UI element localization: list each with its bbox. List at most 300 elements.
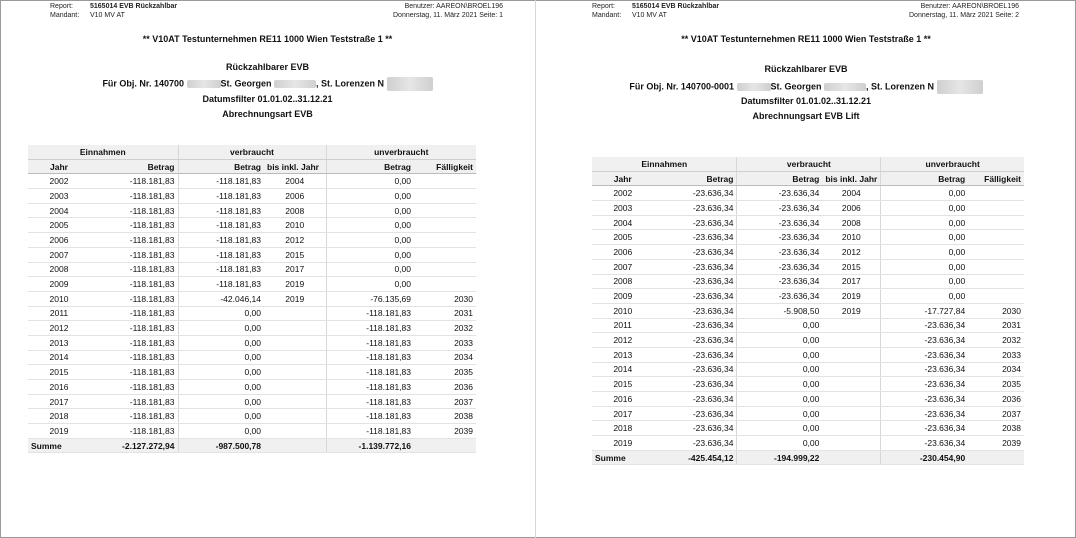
column-header-row bbox=[28, 159, 476, 174]
cell-betrag-unverbraucht: 0,00 bbox=[881, 274, 968, 289]
cell-betrag-verbraucht: 0,00 bbox=[737, 421, 822, 436]
cell-betrag-einnahmen: -118.181,83 bbox=[90, 203, 178, 218]
cell-betrag-unverbraucht: -23.636,34 bbox=[881, 333, 968, 348]
table-row bbox=[28, 218, 476, 233]
group-verbraucht: verbraucht bbox=[178, 145, 326, 159]
cell-jahr: 2013 bbox=[28, 335, 90, 350]
cell-faelligkeit: 2034 bbox=[414, 350, 476, 365]
cell-betrag-unverbraucht: -23.636,34 bbox=[881, 347, 968, 362]
cell-bis-inkl-jahr bbox=[822, 362, 880, 377]
sum-label: Summe bbox=[28, 438, 90, 453]
cell-faelligkeit: 2035 bbox=[968, 377, 1024, 392]
cell-betrag-unverbraucht: -23.636,34 bbox=[881, 377, 968, 392]
cell-faelligkeit: 2039 bbox=[968, 436, 1024, 451]
cell-jahr: 2013 bbox=[592, 347, 654, 362]
cell-betrag-verbraucht: -23.636,34 bbox=[737, 186, 822, 201]
cell-betrag-einnahmen: -118.181,83 bbox=[90, 409, 178, 424]
cell-jahr: 2012 bbox=[28, 321, 90, 336]
cell-betrag-einnahmen: -23.636,34 bbox=[654, 289, 737, 304]
object-suffix: , St. Lorenzen N bbox=[866, 81, 935, 92]
date-filter: Datumsfilter 01.01.02..31.12.21 bbox=[202, 94, 333, 104]
cell-betrag-einnahmen: -118.181,83 bbox=[90, 321, 178, 336]
table-row bbox=[592, 230, 1024, 245]
billing-type: Abrechnungsart EVB Lift bbox=[752, 111, 860, 121]
sum-unverbraucht: -230.454,90 bbox=[881, 450, 968, 465]
cell-bis-inkl-jahr bbox=[822, 392, 880, 407]
cell-bis-inkl-jahr bbox=[264, 365, 326, 380]
cell-faelligkeit bbox=[968, 230, 1024, 245]
report-page-1 bbox=[0, 0, 535, 536]
cell-betrag-einnahmen: -23.636,34 bbox=[654, 406, 737, 421]
cell-betrag-einnahmen: -23.636,34 bbox=[654, 230, 737, 245]
sum-bis bbox=[822, 450, 880, 465]
cell-betrag-unverbraucht: -23.636,34 bbox=[881, 406, 968, 421]
cell-bis-inkl-jahr: 2012 bbox=[264, 233, 326, 248]
cell-betrag-verbraucht: -42.046,14 bbox=[178, 291, 264, 306]
table-row bbox=[592, 377, 1024, 392]
cell-jahr: 2003 bbox=[28, 189, 90, 204]
cell-bis-inkl-jahr: 2008 bbox=[264, 203, 326, 218]
cell-bis-inkl-jahr: 2010 bbox=[822, 230, 880, 245]
cell-betrag-einnahmen: -23.636,34 bbox=[654, 318, 737, 333]
col-faelligkeit: Fälligkeit bbox=[968, 171, 1024, 186]
evb-lift-table bbox=[592, 157, 1024, 465]
cell-faelligkeit bbox=[968, 186, 1024, 201]
col-bis-inkl-jahr: bis inkl. Jahr bbox=[264, 159, 326, 174]
cell-faelligkeit: 2038 bbox=[968, 421, 1024, 436]
table-row bbox=[28, 424, 476, 439]
cell-betrag-unverbraucht: 0,00 bbox=[881, 215, 968, 230]
billing-type: Abrechnungsart EVB bbox=[222, 109, 313, 119]
cell-betrag-unverbraucht: -23.636,34 bbox=[881, 318, 968, 333]
cell-jahr: 2005 bbox=[28, 218, 90, 233]
cell-betrag-unverbraucht: -118.181,83 bbox=[326, 321, 414, 336]
cell-betrag-unverbraucht: 0,00 bbox=[881, 289, 968, 304]
cell-betrag-unverbraucht: 0,00 bbox=[326, 174, 414, 189]
cell-betrag-verbraucht: -23.636,34 bbox=[737, 230, 822, 245]
cell-faelligkeit: 2034 bbox=[968, 362, 1024, 377]
cell-jahr: 2014 bbox=[28, 350, 90, 365]
cell-betrag-verbraucht: -23.636,34 bbox=[737, 289, 822, 304]
table-row bbox=[592, 392, 1024, 407]
cell-faelligkeit: 2037 bbox=[968, 406, 1024, 421]
cell-jahr: 2004 bbox=[28, 203, 90, 218]
cell-betrag-unverbraucht: 0,00 bbox=[326, 277, 414, 292]
cell-bis-inkl-jahr bbox=[264, 306, 326, 321]
table-row bbox=[28, 189, 476, 204]
group-verbraucht: verbraucht bbox=[737, 157, 881, 171]
cell-faelligkeit bbox=[414, 174, 476, 189]
user-info: Benutzer: AAREON\BROEL196 bbox=[920, 3, 1019, 10]
cell-faelligkeit bbox=[414, 218, 476, 233]
table-row bbox=[28, 262, 476, 277]
cell-jahr: 2006 bbox=[28, 233, 90, 248]
cell-bis-inkl-jahr bbox=[822, 436, 880, 451]
cell-faelligkeit bbox=[414, 233, 476, 248]
table-row bbox=[592, 347, 1024, 362]
cell-betrag-einnahmen: -118.181,83 bbox=[90, 233, 178, 248]
table-row bbox=[592, 333, 1024, 348]
table-row bbox=[592, 303, 1024, 318]
page-header bbox=[537, 2, 1075, 22]
cell-bis-inkl-jahr: 2015 bbox=[822, 259, 880, 274]
cell-faelligkeit bbox=[414, 262, 476, 277]
cell-jahr: 2014 bbox=[592, 362, 654, 377]
table-row bbox=[28, 380, 476, 395]
cell-betrag-verbraucht: 0,00 bbox=[178, 380, 264, 395]
cell-bis-inkl-jahr bbox=[822, 333, 880, 348]
object-line bbox=[537, 80, 1075, 94]
sum-verbraucht: -194.999,22 bbox=[737, 450, 822, 465]
cell-faelligkeit: 2033 bbox=[414, 335, 476, 350]
cell-betrag-einnahmen: -23.636,34 bbox=[654, 245, 737, 260]
evb-table bbox=[28, 145, 476, 453]
cell-jahr: 2018 bbox=[28, 409, 90, 424]
cell-faelligkeit: 2031 bbox=[968, 318, 1024, 333]
report-label: Report: bbox=[50, 3, 73, 10]
sum-unverbraucht: -1.139.772,16 bbox=[326, 438, 414, 453]
redacted-block bbox=[737, 83, 771, 91]
cell-faelligkeit: 2033 bbox=[968, 347, 1024, 362]
cell-jahr: 2003 bbox=[592, 201, 654, 216]
redacted-block bbox=[187, 80, 221, 88]
cell-faelligkeit bbox=[968, 259, 1024, 274]
cell-betrag-verbraucht: 0,00 bbox=[178, 409, 264, 424]
redacted-block bbox=[937, 80, 983, 94]
date-page-info: Donnerstag, 11. März 2021 Seite: 2 bbox=[909, 12, 1019, 19]
cell-betrag-unverbraucht: -118.181,83 bbox=[326, 424, 414, 439]
table-row bbox=[28, 203, 476, 218]
cell-betrag-einnahmen: -23.636,34 bbox=[654, 215, 737, 230]
redacted-block bbox=[274, 80, 316, 88]
cell-betrag-unverbraucht: -118.181,83 bbox=[326, 335, 414, 350]
cell-bis-inkl-jahr: 2006 bbox=[264, 189, 326, 204]
cell-betrag-verbraucht: -23.636,34 bbox=[737, 259, 822, 274]
table-body bbox=[592, 186, 1024, 450]
table-row bbox=[592, 201, 1024, 216]
cell-betrag-einnahmen: -23.636,34 bbox=[654, 186, 737, 201]
table-row bbox=[28, 306, 476, 321]
cell-jahr: 2002 bbox=[28, 174, 90, 189]
table-row bbox=[28, 365, 476, 380]
cell-betrag-unverbraucht: -118.181,83 bbox=[326, 409, 414, 424]
cell-betrag-verbraucht: -23.636,34 bbox=[737, 215, 822, 230]
cell-betrag-unverbraucht: -23.636,34 bbox=[881, 436, 968, 451]
user-info: Benutzer: AAREON\BROEL196 bbox=[404, 3, 503, 10]
cell-betrag-unverbraucht: 0,00 bbox=[326, 262, 414, 277]
cell-faelligkeit: 2035 bbox=[414, 365, 476, 380]
object-mid: St. Georgen bbox=[770, 81, 822, 92]
report-title: Rückzahlbarer EVB bbox=[764, 64, 848, 74]
cell-betrag-einnahmen: -23.636,34 bbox=[654, 421, 737, 436]
col-betrag-verbraucht: Betrag bbox=[178, 159, 264, 174]
cell-bis-inkl-jahr: 2019 bbox=[264, 291, 326, 306]
cell-betrag-einnahmen: -118.181,83 bbox=[90, 424, 178, 439]
cell-betrag-einnahmen: -23.636,34 bbox=[654, 303, 737, 318]
cell-bis-inkl-jahr: 2019 bbox=[822, 289, 880, 304]
object-prefix: Für Obj. Nr. 140700 bbox=[102, 78, 184, 89]
col-betrag-verbraucht: Betrag bbox=[737, 171, 822, 186]
table-row bbox=[592, 289, 1024, 304]
col-jahr: Jahr bbox=[28, 159, 90, 174]
cell-betrag-verbraucht: -23.636,34 bbox=[737, 201, 822, 216]
group-einnahmen: Einnahmen bbox=[592, 157, 737, 171]
table-row bbox=[28, 174, 476, 189]
cell-betrag-einnahmen: -118.181,83 bbox=[90, 174, 178, 189]
cell-betrag-einnahmen: -23.636,34 bbox=[654, 377, 737, 392]
cell-betrag-unverbraucht: -17.727,84 bbox=[881, 303, 968, 318]
cell-bis-inkl-jahr bbox=[264, 380, 326, 395]
cell-jahr: 2006 bbox=[592, 245, 654, 260]
company-line: ** V10AT Testunternehmen RE11 1000 Wien Teststraße 1 ** bbox=[681, 34, 931, 44]
table-row bbox=[592, 318, 1024, 333]
cell-faelligkeit bbox=[414, 203, 476, 218]
sum-bis bbox=[264, 438, 326, 453]
sum-einnahmen: -425.454,12 bbox=[654, 450, 737, 465]
object-line bbox=[0, 77, 535, 91]
cell-jahr: 2007 bbox=[28, 247, 90, 262]
cell-betrag-einnahmen: -118.181,83 bbox=[90, 380, 178, 395]
cell-bis-inkl-jahr: 2004 bbox=[822, 186, 880, 201]
cell-jahr: 2016 bbox=[28, 380, 90, 395]
table-row bbox=[592, 259, 1024, 274]
cell-faelligkeit bbox=[968, 201, 1024, 216]
cell-betrag-einnahmen: -118.181,83 bbox=[90, 189, 178, 204]
table-row bbox=[28, 394, 476, 409]
cell-betrag-einnahmen: -118.181,83 bbox=[90, 394, 178, 409]
cell-jahr: 2004 bbox=[592, 215, 654, 230]
mandant-value: V10 MV AT bbox=[90, 12, 125, 19]
cell-betrag-unverbraucht: 0,00 bbox=[881, 201, 968, 216]
cell-jahr: 2017 bbox=[592, 406, 654, 421]
sum-row bbox=[592, 450, 1024, 465]
group-einnahmen: Einnahmen bbox=[28, 145, 178, 159]
cell-betrag-verbraucht: 0,00 bbox=[737, 392, 822, 407]
sum-row bbox=[28, 438, 476, 453]
cell-bis-inkl-jahr: 2010 bbox=[264, 218, 326, 233]
group-unverbraucht: unverbraucht bbox=[326, 145, 476, 159]
cell-betrag-verbraucht: -118.181,83 bbox=[178, 203, 264, 218]
cell-betrag-verbraucht: 0,00 bbox=[737, 377, 822, 392]
cell-betrag-einnahmen: -118.181,83 bbox=[90, 350, 178, 365]
report-value: 5165014 EVB Rückzahlbar bbox=[632, 3, 720, 10]
cell-betrag-verbraucht: -118.181,83 bbox=[178, 218, 264, 233]
cell-betrag-unverbraucht: 0,00 bbox=[326, 247, 414, 262]
col-faelligkeit: Fälligkeit bbox=[414, 159, 476, 174]
cell-faelligkeit bbox=[414, 277, 476, 292]
cell-jahr: 2009 bbox=[28, 277, 90, 292]
cell-betrag-verbraucht: 0,00 bbox=[178, 335, 264, 350]
cell-betrag-einnahmen: -23.636,34 bbox=[654, 259, 737, 274]
cell-bis-inkl-jahr bbox=[822, 347, 880, 362]
table-row bbox=[28, 277, 476, 292]
cell-betrag-verbraucht: 0,00 bbox=[737, 333, 822, 348]
cell-jahr: 2008 bbox=[28, 262, 90, 277]
cell-bis-inkl-jahr bbox=[264, 394, 326, 409]
cell-jahr: 2016 bbox=[592, 392, 654, 407]
cell-betrag-verbraucht: -5.908,50 bbox=[737, 303, 822, 318]
cell-betrag-unverbraucht: -118.181,83 bbox=[326, 394, 414, 409]
cell-betrag-einnahmen: -118.181,83 bbox=[90, 365, 178, 380]
col-betrag-unverbraucht: Betrag bbox=[881, 171, 968, 186]
redacted-block bbox=[824, 83, 866, 91]
cell-faelligkeit: 2032 bbox=[414, 321, 476, 336]
cell-betrag-verbraucht: 0,00 bbox=[178, 350, 264, 365]
cell-betrag-verbraucht: -23.636,34 bbox=[737, 274, 822, 289]
cell-jahr: 2019 bbox=[28, 424, 90, 439]
cell-bis-inkl-jahr bbox=[264, 321, 326, 336]
col-betrag-einnahmen: Betrag bbox=[90, 159, 178, 174]
cell-betrag-verbraucht: 0,00 bbox=[178, 365, 264, 380]
table-row bbox=[28, 350, 476, 365]
cell-faelligkeit bbox=[968, 245, 1024, 260]
cell-betrag-einnahmen: -118.181,83 bbox=[90, 306, 178, 321]
col-betrag-einnahmen: Betrag bbox=[654, 171, 737, 186]
cell-bis-inkl-jahr bbox=[822, 377, 880, 392]
cell-betrag-einnahmen: -118.181,83 bbox=[90, 247, 178, 262]
cell-bis-inkl-jahr: 2015 bbox=[264, 247, 326, 262]
cell-betrag-unverbraucht: -118.181,83 bbox=[326, 365, 414, 380]
cell-betrag-einnahmen: -23.636,34 bbox=[654, 347, 737, 362]
mandant-label: Mandant: bbox=[50, 12, 80, 19]
cell-betrag-unverbraucht: -23.636,34 bbox=[881, 421, 968, 436]
cell-betrag-unverbraucht: -118.181,83 bbox=[326, 306, 414, 321]
table-row bbox=[28, 247, 476, 262]
cell-faelligkeit: 2037 bbox=[414, 394, 476, 409]
cell-betrag-einnahmen: -23.636,34 bbox=[654, 333, 737, 348]
table-row bbox=[592, 274, 1024, 289]
cell-jahr: 2007 bbox=[592, 259, 654, 274]
cell-betrag-verbraucht: -118.181,83 bbox=[178, 189, 264, 204]
report-label: Report: bbox=[592, 3, 615, 10]
sum-faellig bbox=[968, 450, 1024, 465]
cell-betrag-unverbraucht: -76.135,69 bbox=[326, 291, 414, 306]
report-title: Rückzahlbarer EVB bbox=[225, 62, 310, 72]
mandant-value: V10 MV AT bbox=[632, 12, 667, 19]
sum-einnahmen: -2.127.272,94 bbox=[90, 438, 178, 453]
column-header-row bbox=[592, 171, 1024, 186]
table-row bbox=[28, 335, 476, 350]
cell-faelligkeit bbox=[414, 247, 476, 262]
cell-faelligkeit bbox=[968, 274, 1024, 289]
cell-betrag-unverbraucht: 0,00 bbox=[326, 189, 414, 204]
cell-bis-inkl-jahr: 2004 bbox=[264, 174, 326, 189]
redacted-block bbox=[387, 77, 433, 91]
cell-betrag-verbraucht: -118.181,83 bbox=[178, 233, 264, 248]
cell-betrag-unverbraucht: 0,00 bbox=[881, 245, 968, 260]
cell-jahr: 2015 bbox=[592, 377, 654, 392]
col-bis-inkl-jahr: bis inkl. Jahr bbox=[822, 171, 880, 186]
cell-betrag-verbraucht: -118.181,83 bbox=[178, 247, 264, 262]
cell-bis-inkl-jahr bbox=[264, 424, 326, 439]
cell-faelligkeit: 2032 bbox=[968, 333, 1024, 348]
cell-betrag-verbraucht: 0,00 bbox=[737, 406, 822, 421]
cell-bis-inkl-jahr bbox=[264, 335, 326, 350]
cell-betrag-einnahmen: -118.181,83 bbox=[90, 262, 178, 277]
cell-betrag-unverbraucht: 0,00 bbox=[326, 218, 414, 233]
cell-faelligkeit: 2036 bbox=[968, 392, 1024, 407]
object-suffix: , St. Lorenzen N bbox=[316, 78, 385, 89]
cell-jahr: 2010 bbox=[28, 291, 90, 306]
table-row bbox=[592, 362, 1024, 377]
cell-betrag-einnahmen: -23.636,34 bbox=[654, 436, 737, 451]
table-body bbox=[28, 174, 476, 438]
cell-jahr: 2012 bbox=[592, 333, 654, 348]
table-row bbox=[592, 245, 1024, 260]
cell-faelligkeit bbox=[968, 215, 1024, 230]
cell-betrag-unverbraucht: 0,00 bbox=[881, 259, 968, 274]
page-header bbox=[0, 2, 535, 22]
date-page-info: Donnerstag, 11. März 2021 Seite: 1 bbox=[393, 12, 503, 19]
report-value: 5165014 EVB Rückzahlbar bbox=[90, 3, 178, 10]
cell-betrag-verbraucht: 0,00 bbox=[178, 424, 264, 439]
cell-betrag-einnahmen: -118.181,83 bbox=[90, 291, 178, 306]
col-betrag-unverbraucht: Betrag bbox=[326, 159, 414, 174]
table-row bbox=[28, 291, 476, 306]
table-row bbox=[592, 436, 1024, 451]
table-row bbox=[28, 409, 476, 424]
group-header-row bbox=[592, 157, 1024, 171]
cell-jahr: 2017 bbox=[28, 394, 90, 409]
cell-betrag-unverbraucht: 0,00 bbox=[881, 230, 968, 245]
cell-betrag-einnahmen: -118.181,83 bbox=[90, 218, 178, 233]
cell-betrag-verbraucht: -23.636,34 bbox=[737, 245, 822, 260]
cell-bis-inkl-jahr: 2019 bbox=[822, 303, 880, 318]
company-line: ** V10AT Testunternehmen RE11 1000 Wien Teststraße 1 ** bbox=[142, 34, 393, 44]
cell-betrag-verbraucht: 0,00 bbox=[737, 318, 822, 333]
cell-betrag-verbraucht: -118.181,83 bbox=[178, 262, 264, 277]
cell-faelligkeit: 2039 bbox=[414, 424, 476, 439]
cell-bis-inkl-jahr: 2019 bbox=[264, 277, 326, 292]
cell-bis-inkl-jahr bbox=[822, 318, 880, 333]
table-row bbox=[592, 406, 1024, 421]
cell-jahr: 2008 bbox=[592, 274, 654, 289]
cell-bis-inkl-jahr: 2017 bbox=[822, 274, 880, 289]
cell-betrag-einnahmen: -23.636,34 bbox=[654, 362, 737, 377]
cell-betrag-einnahmen: -23.636,34 bbox=[654, 201, 737, 216]
cell-faelligkeit bbox=[968, 289, 1024, 304]
date-filter: Datumsfilter 01.01.02..31.12.21 bbox=[740, 96, 872, 106]
cell-jahr: 2019 bbox=[592, 436, 654, 451]
cell-betrag-einnahmen: -23.636,34 bbox=[654, 274, 737, 289]
report-page-2 bbox=[537, 0, 1075, 536]
cell-betrag-verbraucht: 0,00 bbox=[737, 436, 822, 451]
cell-bis-inkl-jahr bbox=[264, 409, 326, 424]
sum-verbraucht: -987.500,78 bbox=[178, 438, 264, 453]
table-row bbox=[592, 215, 1024, 230]
cell-betrag-unverbraucht: 0,00 bbox=[881, 186, 968, 201]
cell-jahr: 2015 bbox=[28, 365, 90, 380]
table-row bbox=[28, 233, 476, 248]
sum-label: Summe bbox=[592, 450, 654, 465]
mandant-label: Mandant: bbox=[592, 12, 622, 19]
cell-betrag-unverbraucht: -23.636,34 bbox=[881, 392, 968, 407]
cell-bis-inkl-jahr: 2012 bbox=[822, 245, 880, 260]
cell-bis-inkl-jahr: 2008 bbox=[822, 215, 880, 230]
cell-betrag-verbraucht: 0,00 bbox=[178, 394, 264, 409]
object-prefix: Für Obj. Nr. 140700-0001 bbox=[629, 81, 734, 92]
cell-betrag-verbraucht: 0,00 bbox=[737, 362, 822, 377]
cell-bis-inkl-jahr bbox=[822, 421, 880, 436]
group-unverbraucht: unverbraucht bbox=[881, 157, 1024, 171]
cell-jahr: 2018 bbox=[592, 421, 654, 436]
cell-betrag-verbraucht: 0,00 bbox=[737, 347, 822, 362]
cell-faelligkeit: 2030 bbox=[968, 303, 1024, 318]
cell-jahr: 2002 bbox=[592, 186, 654, 201]
cell-jahr: 2010 bbox=[592, 303, 654, 318]
cell-faelligkeit bbox=[414, 189, 476, 204]
cell-betrag-unverbraucht: -118.181,83 bbox=[326, 380, 414, 395]
